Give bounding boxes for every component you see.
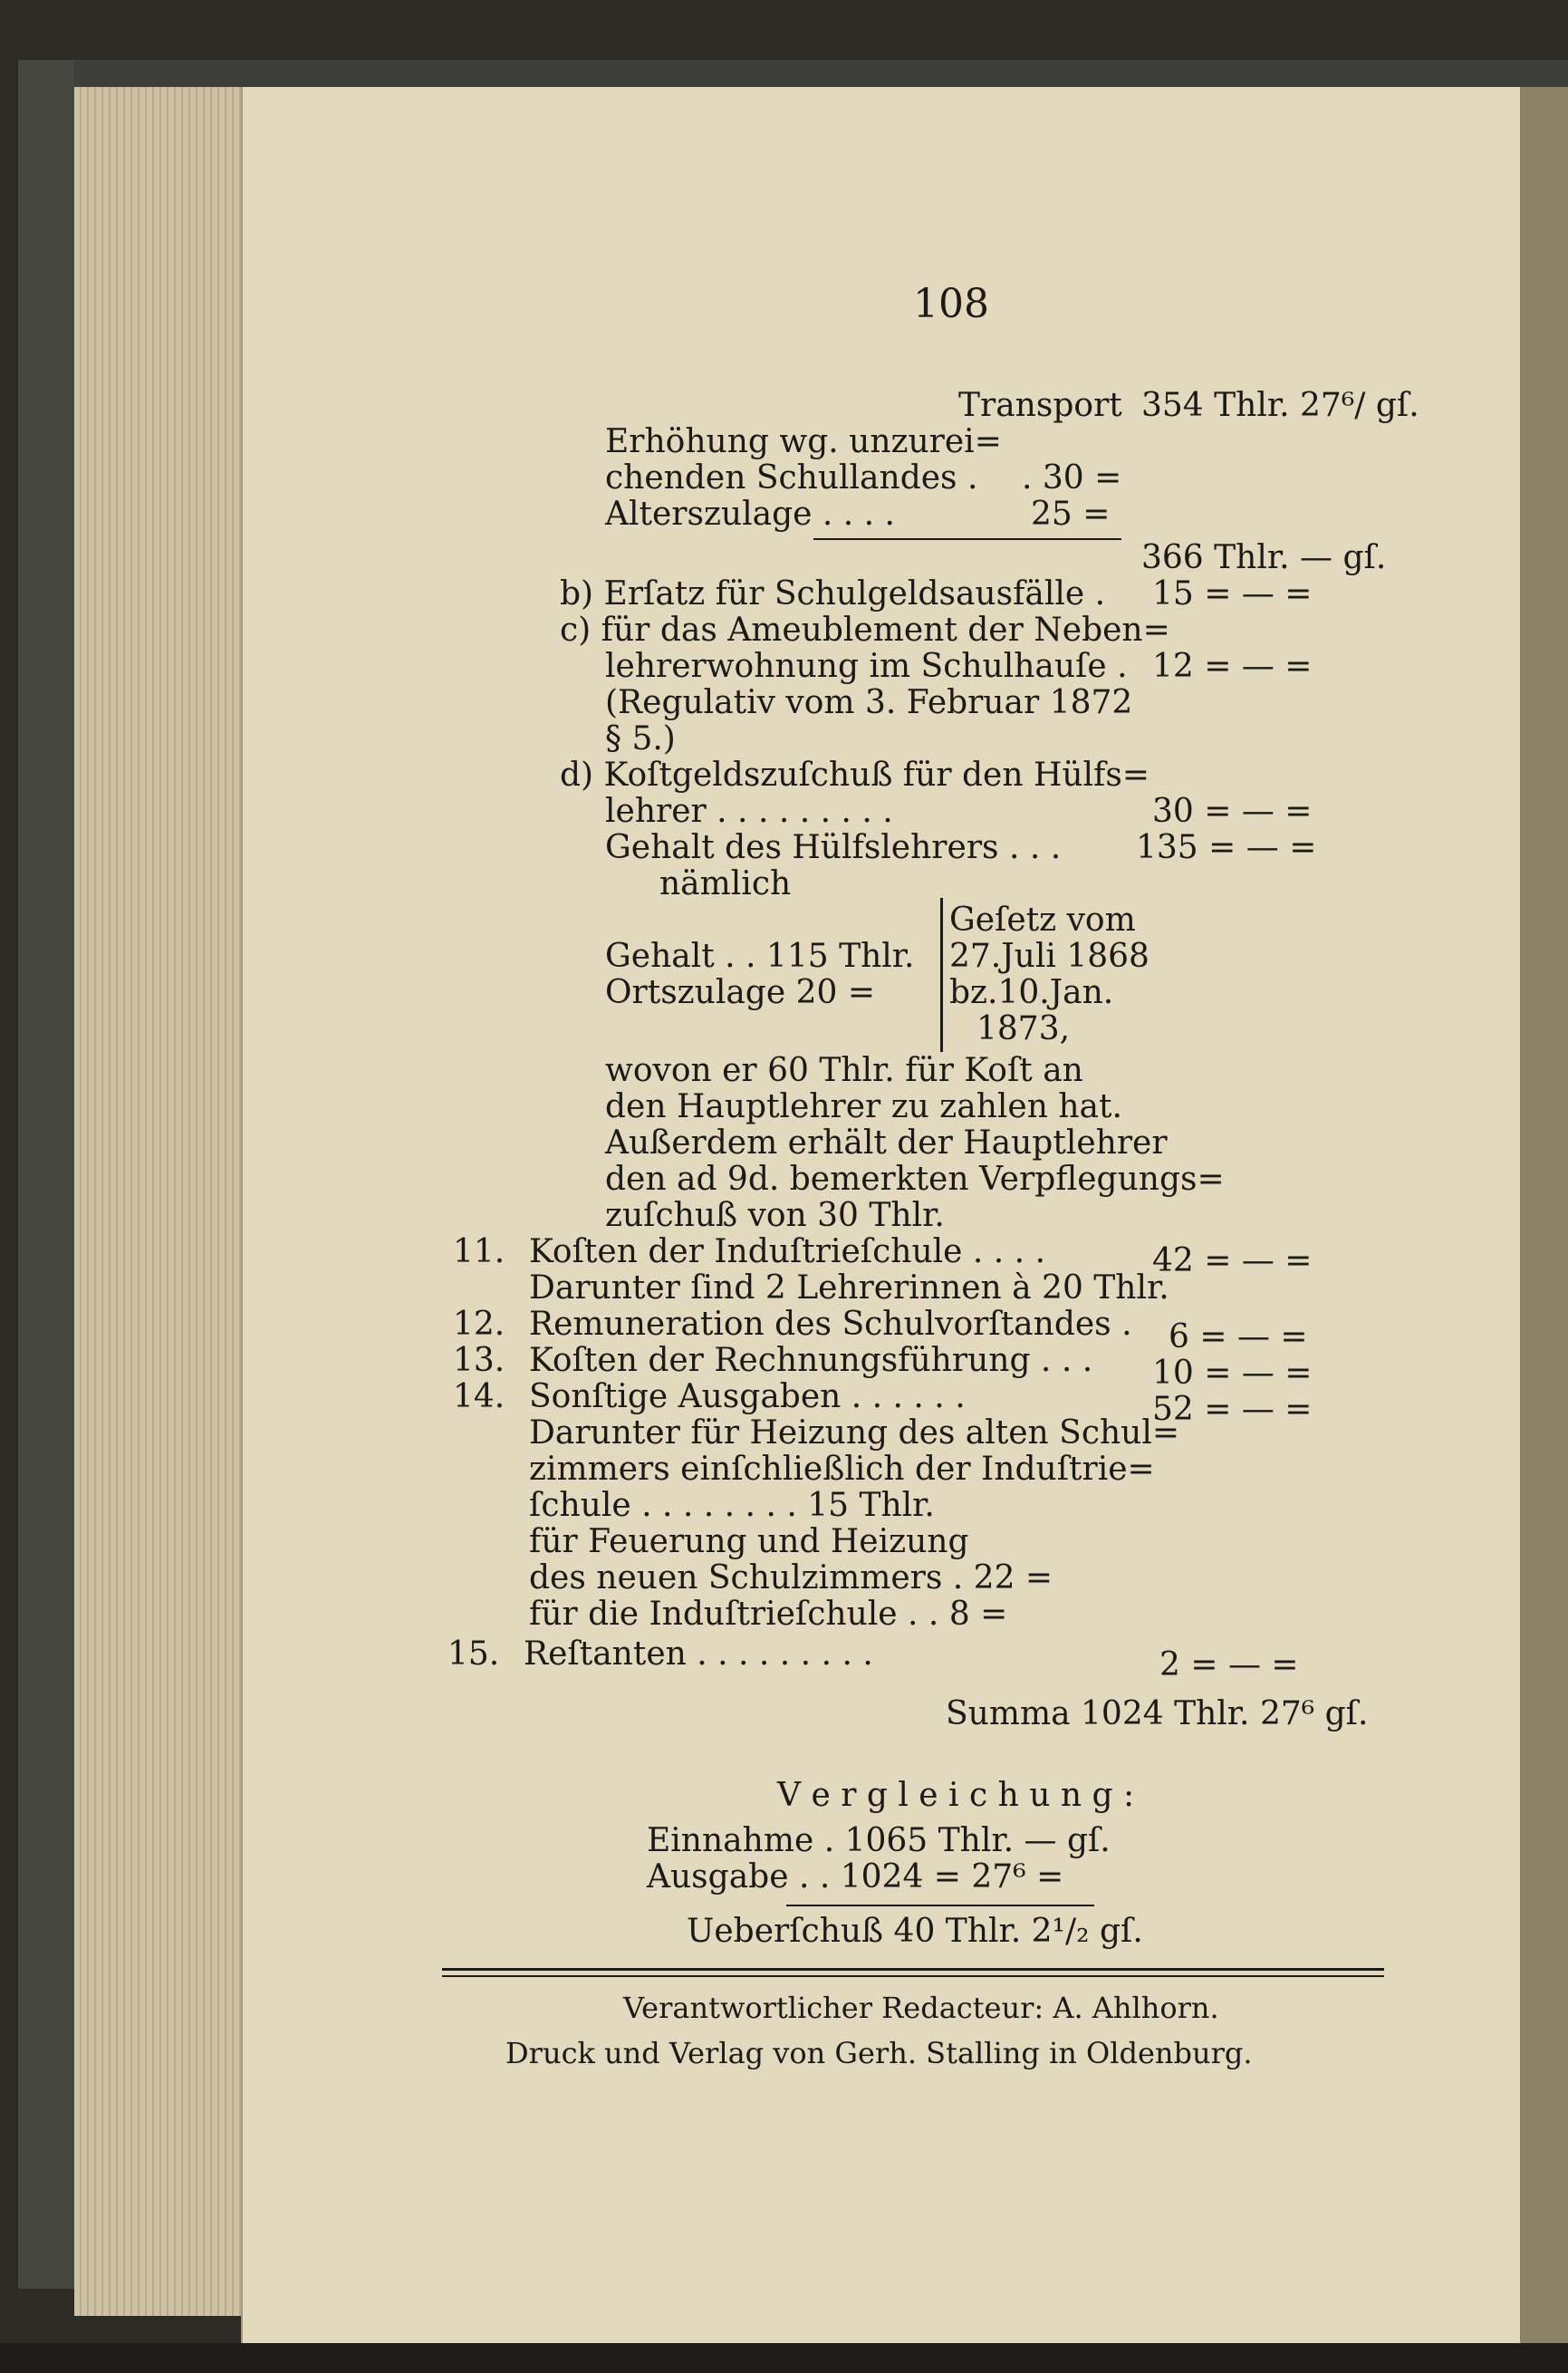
- item-b-amount: 15 = — =: [1152, 575, 1313, 613]
- law-line-2: 27.Juli 1868: [949, 938, 1150, 975]
- law-line-1: Geſetz vom: [949, 902, 1136, 939]
- item-11-number: 11.: [453, 1233, 505, 1270]
- sonstige-line-2: zimmers einſchließlich der Induſtrie=: [529, 1451, 1155, 1488]
- item-d-line-2: lehrer . . . . . . . . .: [605, 793, 893, 830]
- item-c-line-3: (Regulativ vom 3. Februar 1872: [605, 684, 1133, 721]
- item-12-line-1: Remuneration des Schulvorſtandes .: [529, 1306, 1132, 1343]
- item-12-amount: 6 = — =: [1169, 1318, 1308, 1355]
- book-cover-left: [18, 60, 74, 2289]
- footer-redacteur: Verantwortlicher Redacteur: A. Ahlhorn.: [623, 1991, 1219, 2025]
- footer-verlag: Druck und Verlag von Gerh. Stalling in Oldenburg.: [505, 2036, 1253, 2070]
- footer-rule-bottom: [442, 1975, 1384, 1977]
- book-shadow-bottom: [0, 2343, 1568, 2373]
- item-14-line-1: Sonſtige Ausgaben . . . . . .: [529, 1378, 966, 1415]
- note-line-2: den Hauptlehrer zu zahlen hat.: [605, 1088, 1122, 1125]
- item-14-number: 14.: [453, 1378, 505, 1415]
- item-c-line-4: § 5.): [605, 720, 676, 757]
- restanten-label: Reſtanten . . . . . . . . .: [524, 1635, 873, 1673]
- gehalt-huelfslehrer-amount: 135 = — =: [1136, 829, 1317, 866]
- breakdown-gehalt: Gehalt . . 115 Thlr.: [605, 938, 915, 975]
- book-page: [241, 87, 1520, 2343]
- law-line-3: bz.10.Jan.: [949, 974, 1114, 1011]
- item-13-number: 13.: [453, 1342, 505, 1379]
- book-cover-top: [18, 60, 1568, 87]
- law-brace: [940, 898, 943, 1052]
- alterszulage-amount: 25 =: [1031, 496, 1111, 533]
- subtotal-rule: [813, 538, 1121, 540]
- item-c-line-1: c) für das Ameublement der Neben=: [560, 612, 1170, 649]
- erhoehung-amount: . 30 =: [1022, 459, 1122, 497]
- item-11-line-2: Darunter ſind 2 Lehrerinnen à 20 Thlr.: [529, 1269, 1169, 1307]
- note-line-5: zuſchuß von 30 Thlr.: [605, 1197, 945, 1234]
- law-line-4: 1873,: [976, 1010, 1071, 1047]
- restanten-amount: 2 = — =: [1159, 1646, 1299, 1683]
- vergleichung-ueberschuss: Ueberſchuß 40 Thlr. 2¹/₂ gſ.: [687, 1913, 1143, 1950]
- note-line-4: den ad 9d. bemerkten Verpflegungs=: [605, 1161, 1225, 1198]
- page-stack-edges: [74, 87, 246, 2316]
- item-12-number: 12.: [453, 1306, 505, 1343]
- page-number: 108: [913, 281, 989, 327]
- breakdown-ortszulage: Ortszulage 20 =: [605, 974, 876, 1011]
- item-11-line-1: Koſten der Induſtrieſchule . . . .: [529, 1233, 1046, 1270]
- sonstige-line-3: ſchule . . . . . . . . 15 Thlr.: [529, 1487, 935, 1524]
- note-line-3: Außerdem erhält der Hauptlehrer: [605, 1124, 1168, 1162]
- item-d-line-1: d) Koſtgeldszuſchuß für den Hülfs=: [560, 757, 1150, 794]
- transport-value: 354 Thlr. 27⁶/ gſ.: [1141, 387, 1419, 424]
- erhoehung-line-2: chenden Schullandes .: [605, 459, 978, 497]
- alterszulage-label: Alterszulage . . . .: [605, 496, 895, 533]
- erhoehung-line-1: Erhöhung wg. unzurei=: [605, 423, 1002, 460]
- item-c-amount: 12 = — =: [1152, 648, 1313, 685]
- vergleichung-ausgabe: Ausgabe . . 1024 = 27⁶ =: [647, 1858, 1064, 1896]
- sonstige-line-5: des neuen Schulzimmers . 22 =: [529, 1559, 1053, 1596]
- subtotal-value: 366 Thlr. — gſ.: [1141, 539, 1387, 576]
- item-b-line-1: b) Erſatz für Schulgeldsausfälle .: [560, 575, 1106, 613]
- item-14-amount: 52 = — =: [1152, 1391, 1313, 1428]
- item-15-number: 15.: [447, 1635, 500, 1673]
- summa: Summa 1024 Thlr. 27⁶ gſ.: [946, 1695, 1369, 1732]
- gehalt-huelfslehrer-line-2: nämlich: [659, 865, 792, 902]
- item-11-amount: 42 = — =: [1152, 1242, 1313, 1279]
- sonstige-line-4: für Feuerung und Heizung: [529, 1523, 969, 1560]
- sonstige-line-6: für die Induſtrieſchule . . 8 =: [529, 1596, 1008, 1633]
- vergleichung-title: V e r g l e i c h u n g :: [777, 1777, 1135, 1814]
- vergleichung-rule: [786, 1905, 1094, 1906]
- book-spine-right: [1518, 87, 1568, 2343]
- item-d-amount: 30 = — =: [1152, 793, 1313, 830]
- vergleichung-einnahme: Einnahme . 1065 Thlr. — gſ.: [647, 1822, 1111, 1859]
- item-13-amount: 10 = — =: [1152, 1355, 1313, 1392]
- gehalt-huelfslehrer-line-1: Gehalt des Hülfslehrers . . .: [605, 829, 1062, 866]
- footer-rule-top: [442, 1968, 1384, 1971]
- transport-label: Transport: [958, 387, 1122, 424]
- item-c-line-2: lehrerwohnung im Schulhauſe .: [605, 648, 1128, 685]
- note-line-1: wovon er 60 Thlr. für Koſt an: [605, 1052, 1083, 1089]
- item-13-line-1: Koſten der Rechnungsführung . . .: [529, 1342, 1093, 1379]
- sonstige-line-1: Darunter für Heizung des alten Schul=: [529, 1414, 1180, 1452]
